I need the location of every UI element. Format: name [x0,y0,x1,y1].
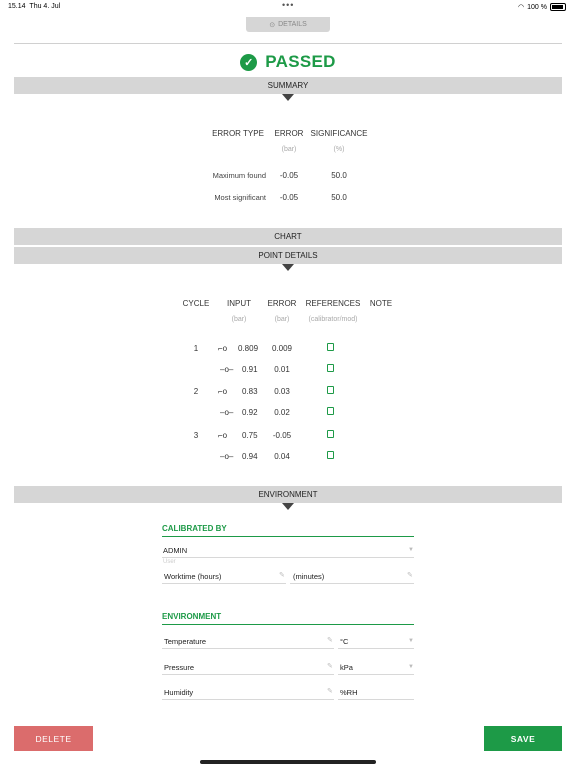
chevron-down-icon[interactable]: ▼ [408,664,414,670]
reference-icon[interactable] [327,343,334,351]
divider [162,536,414,537]
humidity-input[interactable]: Humidity [164,688,194,697]
divider [14,43,562,44]
switch-open-icon: ⌐o [218,431,228,440]
wifi-icon: ◠ [518,4,525,11]
point-error: 0.04 [274,452,290,461]
point-input: 0.94 [242,452,258,461]
point-details-section-header[interactable] [14,247,562,264]
home-indicator[interactable] [200,760,376,764]
point-header-error: ERROR [267,299,297,308]
point-cycle: 3 [193,431,199,440]
chart-title: CHART [274,232,302,241]
details-toggle-button[interactable] [246,17,330,32]
summary-unit-error: (bar) [281,146,297,153]
triangle-down-icon [282,94,294,101]
reference-icon[interactable] [327,364,334,372]
point-error: 0.01 [274,365,290,374]
triangle-down-icon [282,264,294,271]
reference-icon[interactable] [327,386,334,394]
point-header-input: INPUT [227,299,251,308]
user-hint: User [163,559,176,565]
point-unit-error: (bar) [274,316,290,323]
worktime-hours-input[interactable]: Worktime (hours) [164,572,222,581]
point-error: -0.05 [272,431,292,440]
point-header-cycle: CYCLE [182,299,210,308]
point-input: 0.809 [238,344,259,353]
chart-section-header[interactable] [14,228,562,245]
save-button[interactable]: SAVE [484,726,562,751]
triangle-down-icon [282,503,294,510]
point-error: 0.02 [274,408,290,417]
divider [162,648,334,649]
pencil-icon: ✎ [407,572,413,579]
battery-icon [550,3,566,11]
summary-unit-significance: (%) [333,146,345,153]
switch-open-icon: ⌐o [218,344,228,353]
battery-percent: 100 % [527,3,547,11]
point-cycle: 2 [193,387,199,396]
status-bar [0,0,576,14]
summary-section-header[interactable] [14,77,562,94]
summary-row-label: Most significant [214,193,266,202]
result-label: PASSED [265,52,336,71]
divider [338,699,414,700]
reference-icon[interactable] [327,430,334,438]
humidity-unit: %RH [340,688,358,697]
details-label: DETAILS [278,21,307,28]
summary-header-error: ERROR [274,129,304,138]
point-error: 0.03 [274,387,290,396]
temperature-input[interactable]: Temperature [164,637,207,646]
worktime-minutes-input[interactable]: (minutes) [293,572,325,581]
chevron-down-circle-icon: ⊙ [269,21,276,29]
pencil-icon: ✎ [327,637,333,644]
switch-open-icon: ⌐o [218,387,228,396]
divider [290,583,414,584]
switch-closed-icon: –o– [220,365,234,374]
point-input: 0.83 [242,387,258,396]
result-banner [0,52,576,72]
point-input: 0.75 [242,431,258,440]
pressure-unit-select[interactable]: kPa [340,663,353,672]
summary-row-label: Maximum found [212,171,266,180]
check-circle-icon: ✓ [240,54,257,71]
user-select-value[interactable]: ADMIN [163,546,188,555]
summary-row-error: -0.05 [279,171,299,180]
status-time: 15.14 Thu 4. Jul [8,3,61,10]
environment-bar-title: ENVIRONMENT [258,490,318,499]
pencil-icon: ✎ [279,572,285,579]
summary-header-error-type: ERROR TYPE [212,129,264,138]
multitask-dots[interactable]: ••• [282,0,295,10]
pressure-input[interactable]: Pressure [164,663,195,672]
summary-row-significance: 50.0 [331,171,347,180]
summary-row-significance: 50.0 [331,193,347,202]
summary-row-error: -0.05 [279,193,299,202]
divider [162,699,334,700]
environment-section-header[interactable] [14,486,562,503]
pencil-icon: ✎ [327,663,333,670]
point-error: 0.009 [271,344,293,353]
point-header-references: REFERENCES [305,299,361,308]
divider [162,583,286,584]
point-input: 0.91 [242,365,258,374]
divider [338,674,414,675]
calibrated-by-title: CALIBRATED BY [162,524,227,533]
divider [162,624,414,625]
divider [162,674,334,675]
environment-title: ENVIRONMENT [162,612,222,621]
chevron-down-icon[interactable]: ▼ [408,547,414,553]
switch-closed-icon: –o– [220,408,234,417]
point-cycle: 1 [193,344,199,353]
summary-header-significance: SIGNIFICANCE [310,129,368,138]
divider [338,648,414,649]
chevron-down-icon[interactable]: ▼ [408,638,414,644]
point-header-note: NOTE [369,299,393,308]
temperature-unit-select[interactable]: °C [340,637,349,646]
point-details-title: POINT DETAILS [258,251,318,260]
point-input: 0.92 [242,408,258,417]
reference-icon[interactable] [327,407,334,415]
switch-closed-icon: –o– [220,452,234,461]
point-unit-input: (bar) [231,316,247,323]
battery-status [518,3,566,11]
summary-title: SUMMARY [267,81,309,90]
divider [162,557,414,558]
delete-button[interactable]: DELETE [14,726,93,751]
point-unit-references: (calibrator/mod) [308,316,358,323]
pencil-icon: ✎ [327,688,333,695]
reference-icon[interactable] [327,451,334,459]
